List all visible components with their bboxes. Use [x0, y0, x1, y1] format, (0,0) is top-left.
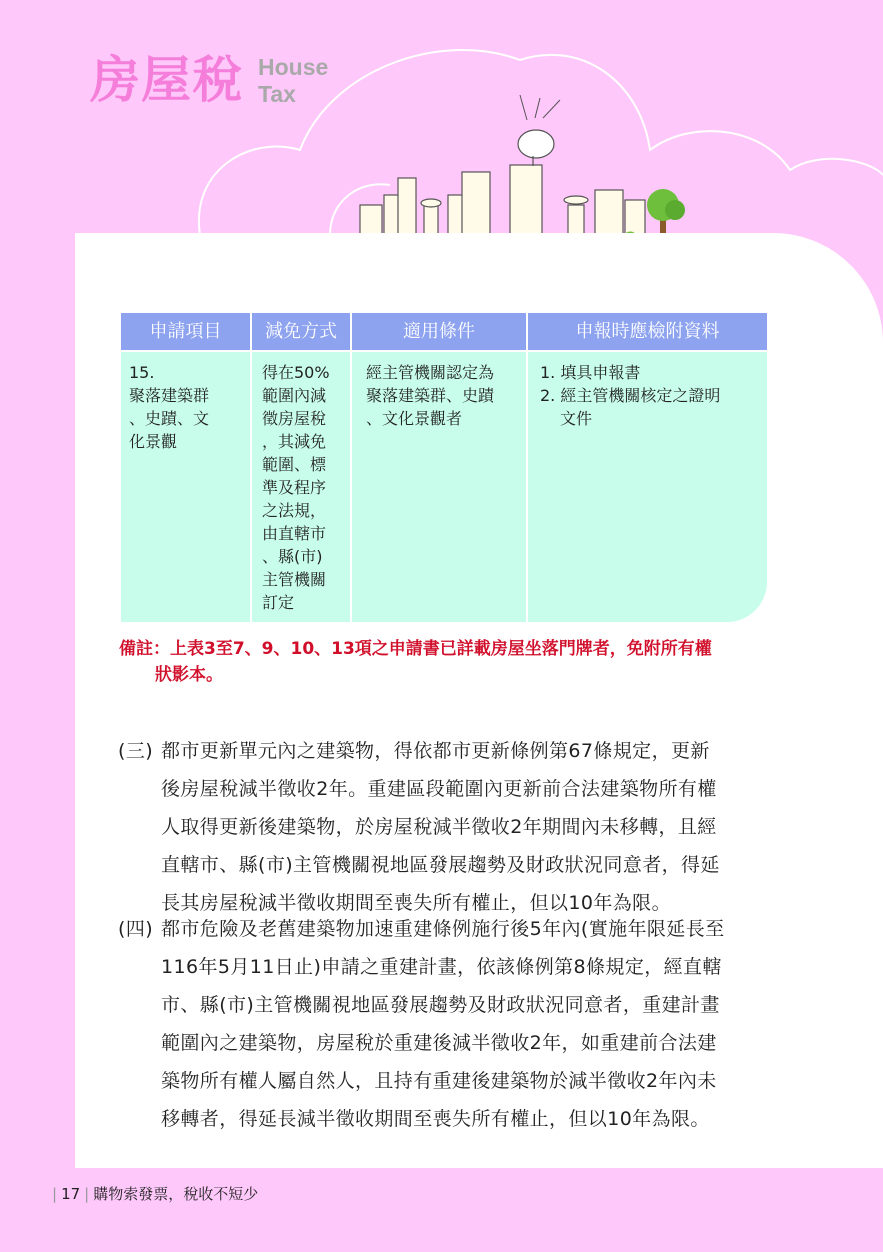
- table-note: [119, 636, 779, 688]
- application-table: [121, 313, 767, 622]
- paragraph-line: 直轄市、縣(市)主管機關視地區發展趨勢及財政狀況同意者，得延: [161, 854, 720, 876]
- paragraph-line: 範圍內之建築物，房屋稅於重建後減半徵收2年，如重建前合法建: [161, 1032, 717, 1054]
- page-title: 房屋稅: [90, 51, 243, 109]
- document-text: 填具申報書: [560, 363, 641, 382]
- subtitle-line-2: Tax: [258, 81, 296, 107]
- page-footer: | 17 | 購物索發票，稅收不短少: [52, 1185, 259, 1203]
- document-item: [540, 361, 761, 384]
- paragraph-line: 都市更新單元內之建築物，得依都市更新條例第67條規定，更新: [161, 740, 710, 762]
- note-line-1: 備註：上表3至7、9、10、13項之申請書已詳載房屋坐落門牌者，免附所有權: [119, 639, 712, 659]
- method-line: 範圍內減: [262, 386, 327, 405]
- item-line: 、史蹟、文: [129, 409, 210, 428]
- method-line: ，其減免: [262, 432, 327, 451]
- item-number: 15.: [129, 363, 155, 382]
- condition-line: 、文化景觀者: [366, 409, 463, 428]
- column-header-method: 減免方式: [252, 313, 352, 350]
- document-text: 經主管機關核定之證明: [560, 386, 721, 405]
- method-line: 準及程序: [262, 478, 327, 497]
- cell-method: [252, 350, 352, 622]
- method-line: 主管機關: [262, 570, 327, 589]
- cell-condition: [352, 350, 528, 622]
- cell-documents: [528, 350, 767, 622]
- footer-slogan: 購物索發票，稅收不短少: [93, 1185, 259, 1203]
- condition-line: 聚落建築群、史蹟: [366, 386, 495, 405]
- paragraph-line: 長其房屋稅減半徵收期間至喪失所有權止，但以10年為限。: [161, 892, 671, 914]
- method-line: 之法規，: [262, 501, 327, 520]
- city-skyline-illustration: [0, 0, 883, 260]
- method-line: 得在50%: [262, 363, 330, 382]
- paragraph-4: [118, 910, 778, 1138]
- paragraph-line: 築物所有權人屬自然人，且持有重建後建築物於減半徵收2年內未: [161, 1070, 717, 1092]
- method-line: 徵房屋稅: [262, 409, 327, 428]
- paragraph-line: 116年5月11日止)申請之重建計畫，依該條例第8條規定，經直轄: [161, 956, 722, 978]
- column-header-documents: 申報時應檢附資料: [528, 313, 767, 350]
- table-row: [121, 350, 767, 622]
- paragraph-label: (四): [118, 918, 154, 940]
- paragraph-line: 移轉者，得延長減半徵收期間至喪失所有權止，但以10年為限。: [161, 1108, 710, 1130]
- page-number: 17: [61, 1185, 81, 1203]
- paragraph-line: 後房屋稅減半徵收2年。重建區段範圍內更新前合法建築物所有權: [161, 778, 717, 800]
- item-line: 化景觀: [129, 432, 178, 451]
- condition-line: 經主管機關認定為: [366, 363, 495, 382]
- page-subtitle: [258, 54, 328, 108]
- paragraph-line: 市、縣(市)主管機關視地區發展趨勢及財政狀況同意者，重建計畫: [161, 994, 720, 1016]
- method-line: 訂定: [262, 593, 295, 612]
- document-number: 1.: [540, 363, 556, 382]
- method-line: 由直轄市: [262, 524, 327, 543]
- cell-item: [121, 350, 252, 622]
- paragraph-line: 人取得更新後建築物，於房屋稅減半徵收2年期間內未移轉，且經: [161, 816, 717, 838]
- paragraph-3: [118, 732, 778, 922]
- document-text: 文件: [560, 409, 593, 428]
- column-header-item: 申請項目: [121, 313, 252, 350]
- paragraph-line: 都市危險及老舊建築物加速重建條例施行後5年內(實施年限延長至: [161, 918, 725, 940]
- note-line-2: 狀影本。: [155, 665, 223, 685]
- document-number: 2.: [540, 386, 556, 405]
- item-line: 聚落建築群: [129, 386, 210, 405]
- document-item: [540, 384, 761, 430]
- paragraph-label: (三): [118, 740, 154, 762]
- method-line: 範圍、標: [262, 455, 327, 474]
- buildings: [360, 130, 645, 235]
- tree: [647, 189, 685, 235]
- subtitle-line-1: House: [258, 54, 329, 80]
- column-header-condition: 適用條件: [352, 313, 528, 350]
- method-line: 、縣(市): [262, 547, 323, 566]
